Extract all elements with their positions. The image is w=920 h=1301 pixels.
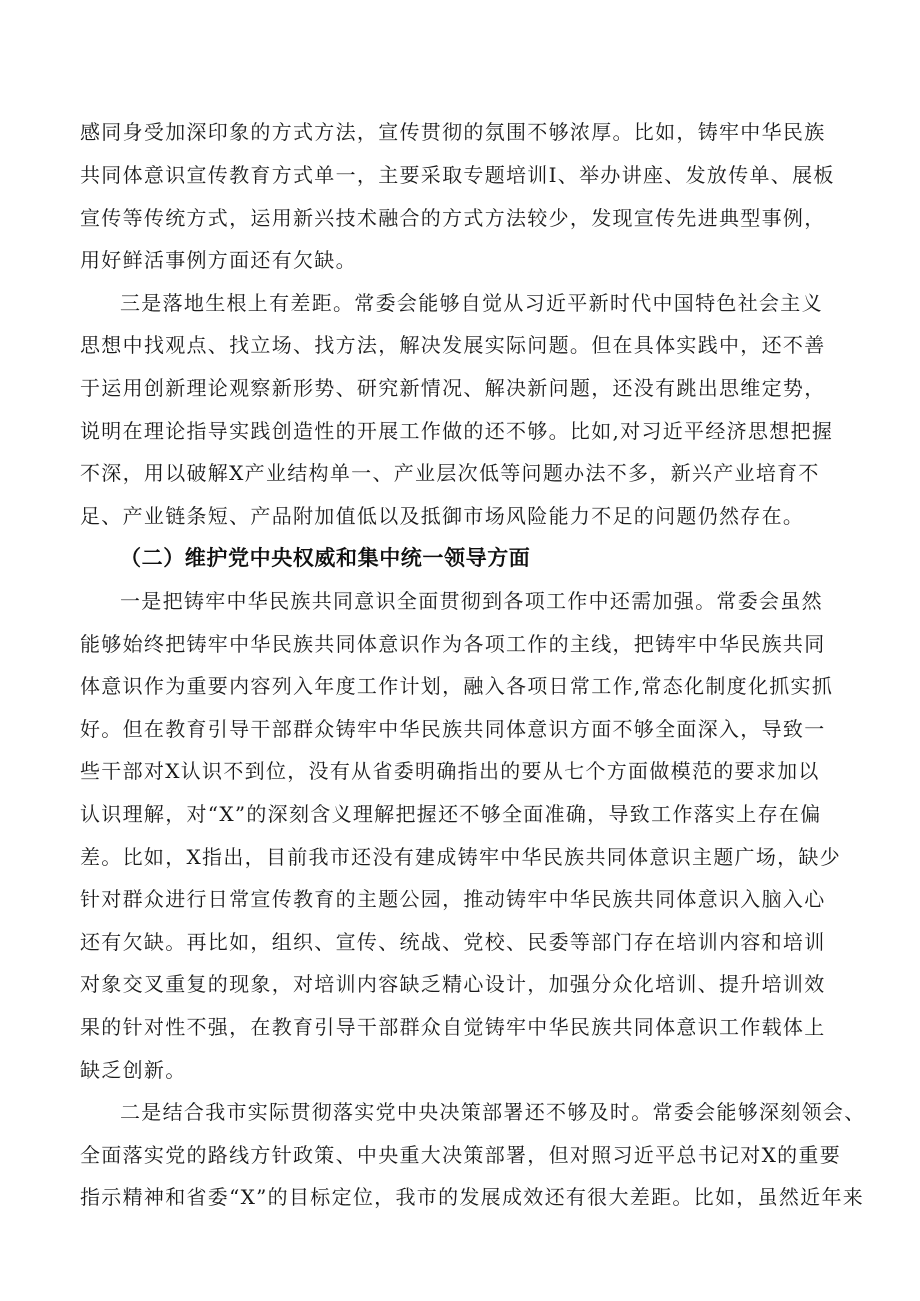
text-line: 些干部对X认识不到位，没有从省委明确指出的要从七个方面做模范的要求加以 <box>80 759 820 783</box>
text-line: 感同身受加深印象的方式方法，宣传贯彻的氛围不够浓厚。比如，铸牢中华民族 <box>80 120 826 144</box>
text-line: 认识理解，对“X”的深刻含义理解把握还不够全面准确，导致工作落实上存在偏 <box>80 802 822 826</box>
text-line: 思想中找观点、找立场、找方法，解决发展实际问题。但在具体实践中，还不善 <box>80 333 826 357</box>
paragraph-first-line: 二是结合我市实际贯彻落实党中央决策部署还不够及时。常委会能够深刻领会、 <box>120 1100 866 1124</box>
text-line: 用好鲜活事例方面还有欠缺。 <box>80 248 357 272</box>
text-line: 不深，用以破解X产业结构单一、产业层次低等问题办法不多，新兴产业培育不 <box>80 461 820 485</box>
text-line: 果的针对性不强，在教育引导干部群众自觉铸牢中华民族共同体意识工作载体上 <box>80 1015 826 1039</box>
text-line: 对象交叉重复的现象，对培训内容缺乏精心设计，加强分众化培训、提升培训效 <box>80 972 826 996</box>
text-line: 共同体意识宣传教育方式单一，主要采取专题培训I、举办讲座、发放传单、展板 <box>80 163 835 187</box>
text-line: 宣传等传统方式，运用新兴技术融合的方式方法较少，发现宣传先进典型事例， <box>80 206 826 230</box>
paragraph-first-line: 一是把铸牢中华民族共同意识全面贯彻到各项工作中还需加强。常委会虽然 <box>120 589 823 613</box>
text-line: 指示精神和省委“X”的目标定位，我市的发展成效还有很大差距。比如，虽然近年来 <box>80 1185 865 1209</box>
text-line: 差。比如，X指出，目前我市还没有建成铸牢中华民族共同体意识主题广场，缺少 <box>80 845 842 869</box>
text-line: 能够始终把铸牢中华民族共同体意识作为各项工作的主线，把铸牢中华民族共同 <box>80 632 826 656</box>
text-line: 还有欠缺。再比如，组织、宣传、统战、党校、民委等部门存在培训内容和培训 <box>80 930 826 954</box>
text-line: 好。但在教育引导干部群众铸牢中华民族共同体意识方面不够全面深入，导致一 <box>80 717 826 741</box>
paragraph-first-line: 三是落地生根上有差距。常委会能够自觉从习近平新时代中国特色社会主义 <box>120 291 823 315</box>
text-line: 足、产业链条短、产品附加值低以及抵御市场风险能力不足的问题仍然存在。 <box>80 504 805 528</box>
text-line: 全面落实党的路线方针政策、中央重大决策部署，但对照习近平总书记对X的重要 <box>80 1143 842 1167</box>
text-line: 说明在理论指导实践创造性的开展工作做的还不够。比如,对习近平经济思想把握 <box>80 419 834 443</box>
text-line: 体意识作为重要内容列入年度工作计划，融入各项日常工作,常态化制度化抓实抓 <box>80 674 834 698</box>
text-line: 针对群众进行日常宣传教育的主题公园，推动铸牢中华民族共同体意识入脑入心 <box>80 887 826 911</box>
text-line: 缺乏创新。 <box>80 1058 187 1082</box>
section-heading: （二）维护党中央权威和集中统一领导方面 <box>120 546 531 570</box>
text-line: 于运用创新理论观察新形势、研究新情况、解决新问题，还没有跳出思维定势， <box>80 376 826 400</box>
